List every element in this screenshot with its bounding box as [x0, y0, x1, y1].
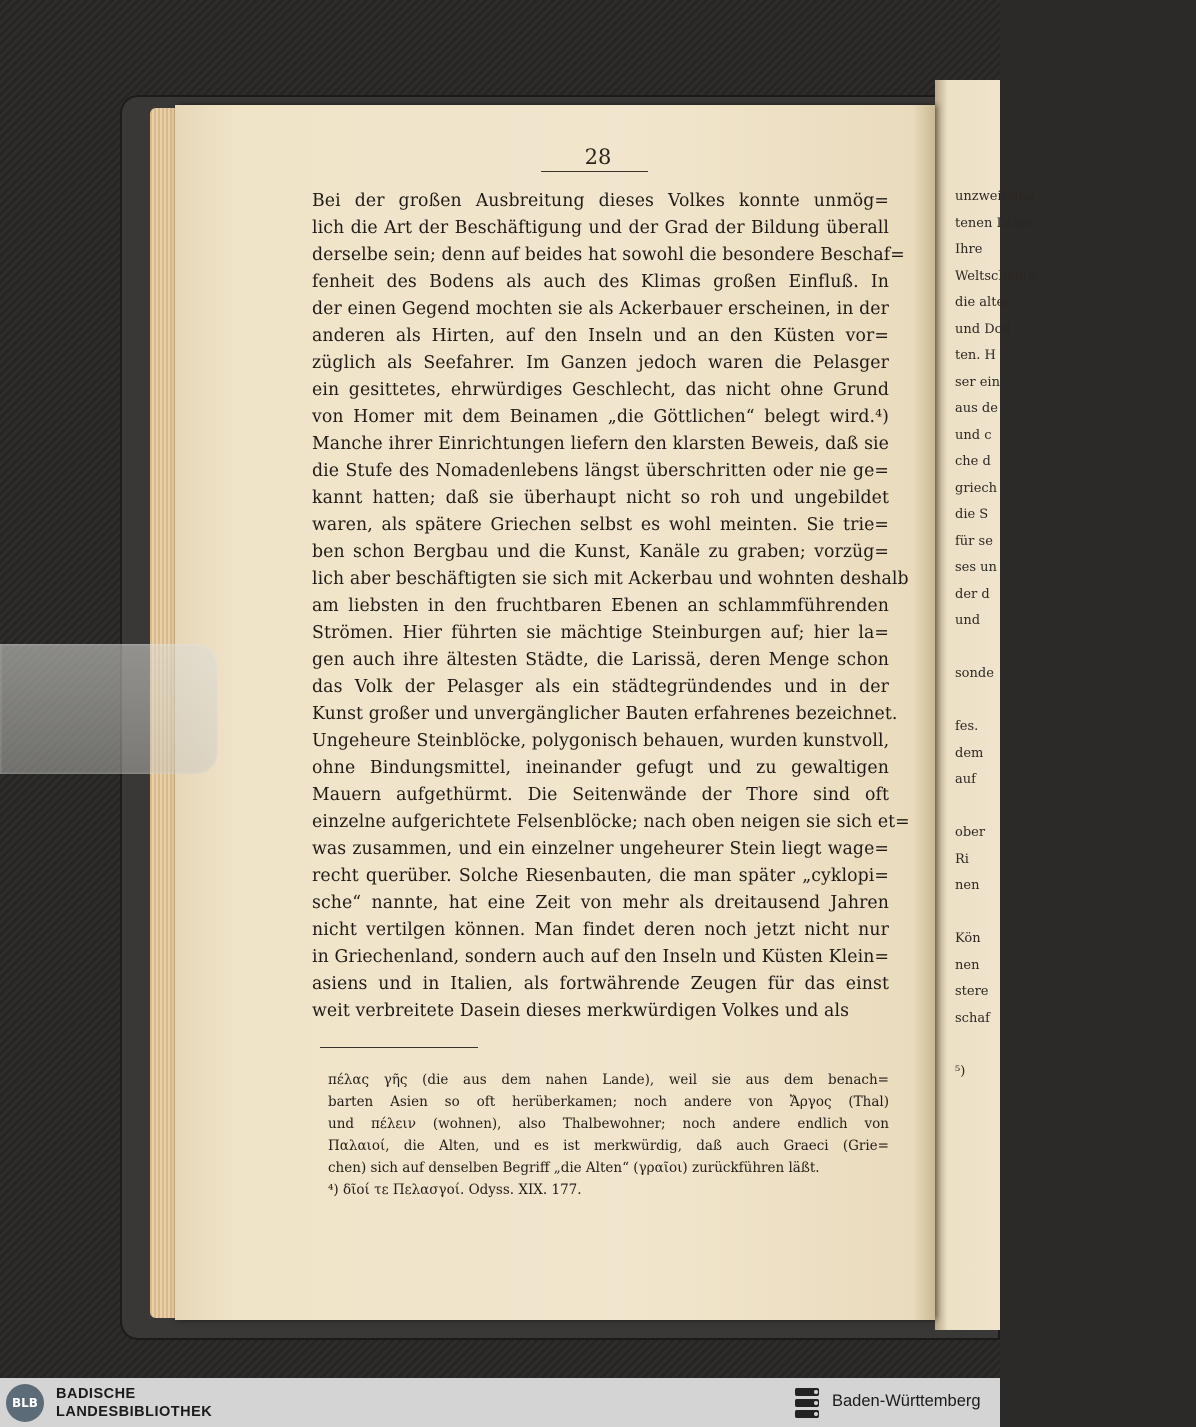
facing-page-line: nen	[955, 957, 980, 973]
body-line: ein gesittetes, ehrwürdiges Geschlecht, das nicht ohne Grund	[312, 380, 889, 400]
body-line: in Griechenland, sondern auch auf den Inseln und Küsten Klein=	[312, 947, 890, 967]
body-line: nicht vertilgen können. Man findet deren noch jetzt nicht nur	[312, 920, 889, 940]
three-lions-icon	[792, 1385, 822, 1421]
footnote-line: Παλαιοί, die Alten, und es ist merkwürdig, daß auch Graeci (Grie=	[328, 1138, 889, 1154]
facing-page-fragment	[935, 80, 1038, 1330]
transparent-tape-strip	[0, 644, 218, 774]
body-line: derselbe sein; denn auf beides hat sowohl die besondere Beschaf=	[312, 245, 905, 265]
footnote-rule	[320, 1047, 478, 1048]
facing-page-line: unzweifelha	[955, 189, 1035, 204]
body-line: anderen als Hirten, auf den Inseln und an den Küsten vor=	[312, 326, 889, 346]
facing-page-line: der d	[955, 586, 990, 602]
facing-page-text	[935, 184, 1037, 1085]
body-line: Bei der großen Ausbreitung dieses Volkes konnte unmög=	[312, 191, 889, 211]
facing-page-line: ser ein	[955, 374, 1000, 390]
body-line: züglich als Seefahrer. Im Ganzen jedoch waren die Pelasger	[312, 353, 889, 373]
body-line: lich die Art der Beschäftigung und der Grad der Bildung überall	[312, 218, 889, 238]
facing-page-line	[935, 635, 1037, 662]
facing-page-line	[935, 1032, 1037, 1059]
body-line: asiens und in Italien, als fortwährende Zeugen für das einst	[312, 974, 889, 994]
facing-page-line: und	[955, 613, 981, 628]
body-line: Strömen. Hier führten sie mächtige Steinburgen auf; hier la=	[312, 623, 889, 643]
body-line: fenheit des Bodens als auch des Klimas großen Einfluß. In	[312, 272, 889, 292]
page-number-rule	[541, 171, 648, 172]
facing-page-line: und Dod	[955, 321, 1011, 337]
facing-page-line: Weltschöpfu	[955, 268, 1037, 284]
body-line: recht querüber. Solche Riesenbauten, die man später „cyklopi=	[312, 866, 889, 886]
body-line: was zusammen, und ein einzelner ungeheurer Stein liegt wage=	[312, 839, 889, 859]
body-line: Kunst großer und unvergänglicher Bauten erfahrenes bezeichnet.	[312, 704, 898, 724]
body-text	[312, 188, 910, 1025]
library-name-line2: LANDESBIBLIOTHEK	[56, 1404, 213, 1420]
facing-page-line: die S	[955, 507, 989, 522]
facing-page-line: tenen Leben	[955, 215, 1038, 231]
body-line: Ungeheure Steinblöcke, polygonisch behauen, wurden kunstvoll,	[312, 731, 890, 751]
facing-page-line: und c	[955, 427, 992, 443]
facing-page-line: schaf	[955, 1010, 990, 1026]
facing-page-line: che d	[955, 454, 991, 469]
facing-page-line: die alten	[955, 295, 1013, 310]
facing-page-line: Kön	[955, 931, 981, 946]
facing-page-line: Ihre	[955, 242, 983, 257]
footnote-line: πέλας γῆς (die aus dem nahen Lande), weil sie aus dem benach=	[328, 1072, 889, 1088]
body-line: am liebsten in den fruchtbaren Ebenen an schlammführenden	[312, 596, 889, 616]
facing-page-line: Ri	[955, 851, 969, 867]
facing-page-line: ses un	[955, 560, 997, 575]
footnote-4: ⁴) δῖοί τε Πελασγοί. Odyss. XIX. 177.	[328, 1182, 582, 1198]
state-name: Baden-Württemberg	[832, 1392, 981, 1410]
footnote-line: und πέλειν (wohnen), also Thalbewohner; noch andere endlich von	[328, 1116, 889, 1132]
facing-page-line: auf	[955, 772, 976, 787]
footnote-line: chen) sich auf denselben Begriff „die Alten“ (γραῖοι) zurückführen läßt.	[328, 1160, 820, 1176]
body-line: kannt hatten; daß sie überhaupt nicht so roh und ungebildet	[312, 488, 889, 508]
body-line: ben schon Bergbau und die Kunst, Kanäle zu graben; vorzüg=	[312, 542, 889, 562]
body-line: Manche ihrer Einrichtungen liefern den klarsten Beweis, daß sie	[312, 434, 889, 454]
blb-logo-icon: BLB	[6, 1384, 44, 1422]
facing-page-line: sonde	[955, 666, 994, 681]
body-line: lich aber beschäftigten sie sich mit Ackerbau und wohnten deshalb	[312, 569, 909, 589]
body-line: waren, als spätere Griechen selbst es wohl meinten. Sie trie=	[312, 515, 889, 535]
facing-page-line: ober	[955, 825, 986, 840]
footnotes	[328, 1069, 889, 1201]
body-line: Mauern aufgethürmt. Die Seitenwände der Thore sind oft	[312, 785, 889, 805]
footnote-line: barten Asien so oft herüberkamen; noch andere von Ἄργος (Thal)	[328, 1094, 889, 1110]
library-name	[56, 1385, 212, 1421]
facing-page-line: fes.	[955, 719, 979, 734]
library-name-line1: BADISCHE	[56, 1386, 136, 1402]
facing-page-line: für se	[955, 533, 993, 549]
body-line: gen auch ihre ältesten Städte, die Larissä, deren Menge schon	[312, 650, 889, 670]
page-number: 28	[584, 145, 612, 169]
facing-page-line: ⁵)	[955, 1063, 966, 1079]
facing-page-line	[935, 900, 1037, 927]
body-line: der einen Gegend mochten sie als Ackerbauer erscheinen, in der	[312, 299, 889, 319]
facing-page-line: aus de	[955, 401, 998, 416]
facing-page-line: griech	[955, 480, 998, 496]
facing-page-line: stere	[955, 984, 989, 999]
body-line: ohne Bindungsmittel, ineinander gefugt und zu gewaltigen	[312, 758, 889, 778]
facing-page-line	[935, 688, 1037, 715]
body-line: sche“ nannte, hat eine Zeit von mehr als dreitausend Jahren	[312, 893, 889, 913]
body-line: von Homer mit dem Beinamen „die Göttlichen“ belegt wird.⁴)	[312, 407, 889, 427]
body-line: weit verbreitete Dasein dieses merkwürdigen Volkes und als	[312, 1001, 850, 1021]
body-line: einzelne aufgerichtete Felsenblöcke; nach oben neigen sie sich et=	[312, 812, 910, 832]
footer-bar	[0, 1378, 1000, 1427]
facing-page-line: dem	[955, 745, 984, 761]
facing-page-line: ten. H	[955, 348, 996, 363]
body-line: das Volk der Pelasger als ein städtegründendes und in der	[312, 677, 889, 697]
facing-page-line: nen	[955, 878, 980, 893]
facing-page-line	[935, 794, 1037, 821]
body-line: die Stufe des Nomadenlebens längst überschritten oder nie ge=	[312, 461, 889, 481]
